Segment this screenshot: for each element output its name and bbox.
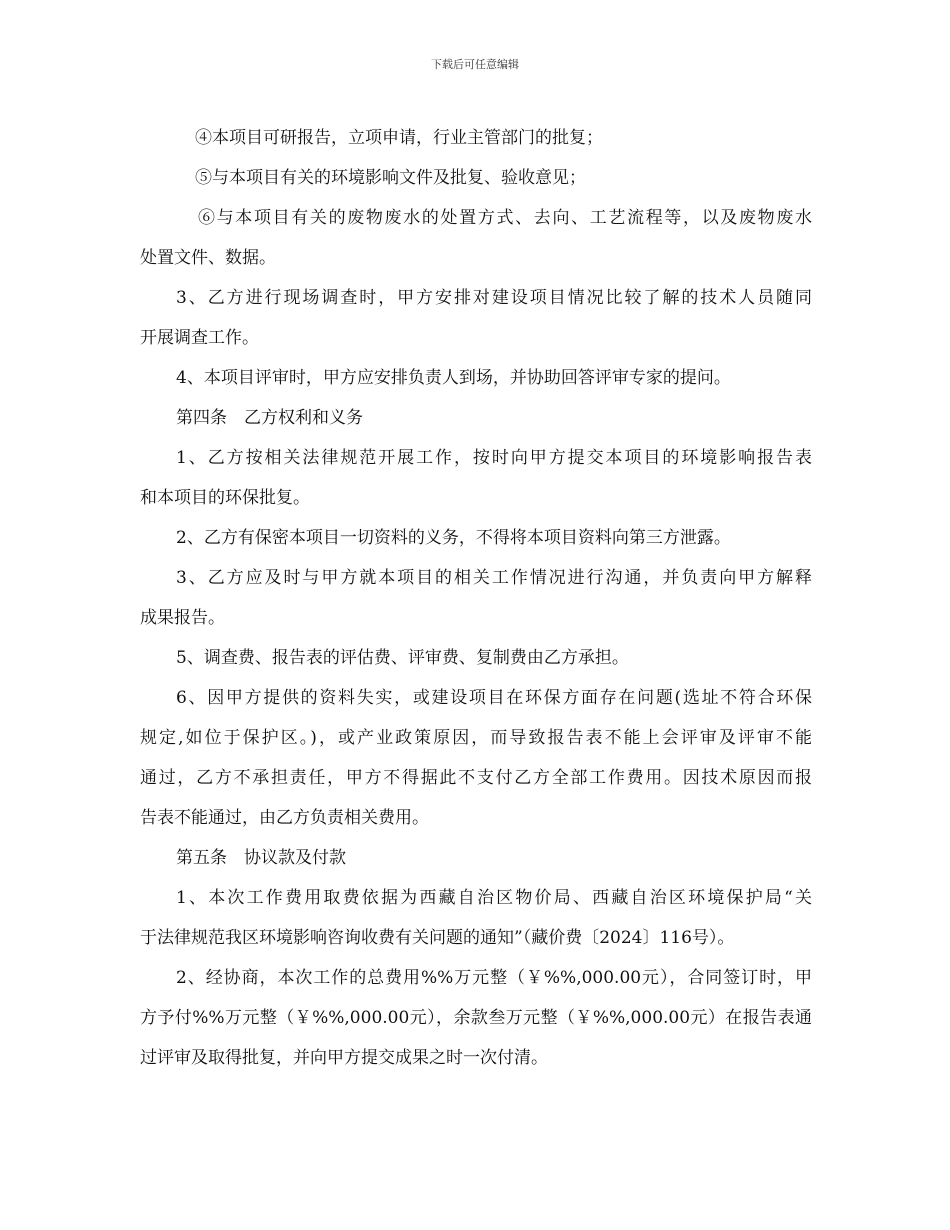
page-header: 下载后可任意编辑 [431, 58, 519, 71]
document-body [140, 118, 812, 1078]
clause-4-2: 2、乙方有保密本项目一切资料的义务，不得将本项目资料向第三方泄露。 [176, 528, 731, 548]
clause-5-2-line-3: 过评审及取得批复，并向甲方提交成果之时一次付清。 [140, 1048, 548, 1068]
clause-5-2-line-2: 方予付%%万元整（￥%%,000.00元），余款叁万元整（￥%%,000.00元）在报告表通 [140, 1008, 812, 1028]
clause-3-4: 4、本项目评审时，甲方应安排负责人到场，并协助回答评审专家的提问。 [176, 368, 731, 388]
list-item-4: ④本项目可研报告，立项申请，行业主管部门的批复； [195, 128, 603, 148]
list-item-5: ⑤与本项目有关的环境影响文件及批复、验收意见； [195, 168, 586, 188]
clause-4-6-line-3: 通过，乙方不承担责任，甲方不得据此不支付乙方全部工作费用。因技术原因而报 [140, 768, 812, 788]
clause-4-1: 1、乙方按相关法律规范开展工作，按时向甲方提交本项目的环境影响报告表 [176, 448, 812, 468]
clause-5-1: 1、本次工作费用取费依据为西藏自治区物价局、西藏自治区环境保护局“关 [176, 888, 812, 908]
clause-4-6: 6、因甲方提供的资料失实，或建设项目在环保方面存在问题(选址不符合环保 [176, 688, 812, 708]
clause-4-1-continued: 和本项目的环保批复。 [140, 488, 310, 508]
clause-5-2: 2、经协商，本次工作的总费用%%万元整（￥%%,000.00元），合同签订时，甲 [176, 968, 812, 988]
clause-4-3-continued: 成果报告。 [140, 608, 225, 628]
section-heading-article-5: 第五条 协议款及付款 [176, 848, 346, 868]
list-item-6: ⑥与本项目有关的废物废水的处置方式、去向、工艺流程等，以及废物废水 [198, 208, 812, 228]
clause-4-6-line-4: 告表不能通过，由乙方负责相关费用。 [140, 808, 429, 828]
clause-4-3: 3、乙方应及时与甲方就本项目的相关工作情况进行沟通，并负责向甲方解释 [176, 568, 812, 588]
clause-5-1-continued: 于法律规范我区环境影响咨询收费有关问题的通知”（藏价费〔2024〕116号）。 [140, 928, 735, 948]
clause-4-5: 5、调查费、报告表的评估费、评审费、复制费由乙方承担。 [176, 648, 629, 668]
clause-3-3-continued: 开展调查工作。 [140, 328, 259, 348]
clause-4-6-line-2: 规定,如位于保护区。)，或产业政策原因，而导致报告表不能上会评审及评审不能 [140, 728, 812, 748]
list-item-6-continued: 处置文件、数据。 [140, 248, 276, 268]
section-heading-article-4: 第四条 乙方权利和义务 [176, 408, 363, 428]
clause-3-3: 3、乙方进行现场调查时，甲方安排对建设项目情况比较了解的技术人员随同 [176, 288, 812, 308]
